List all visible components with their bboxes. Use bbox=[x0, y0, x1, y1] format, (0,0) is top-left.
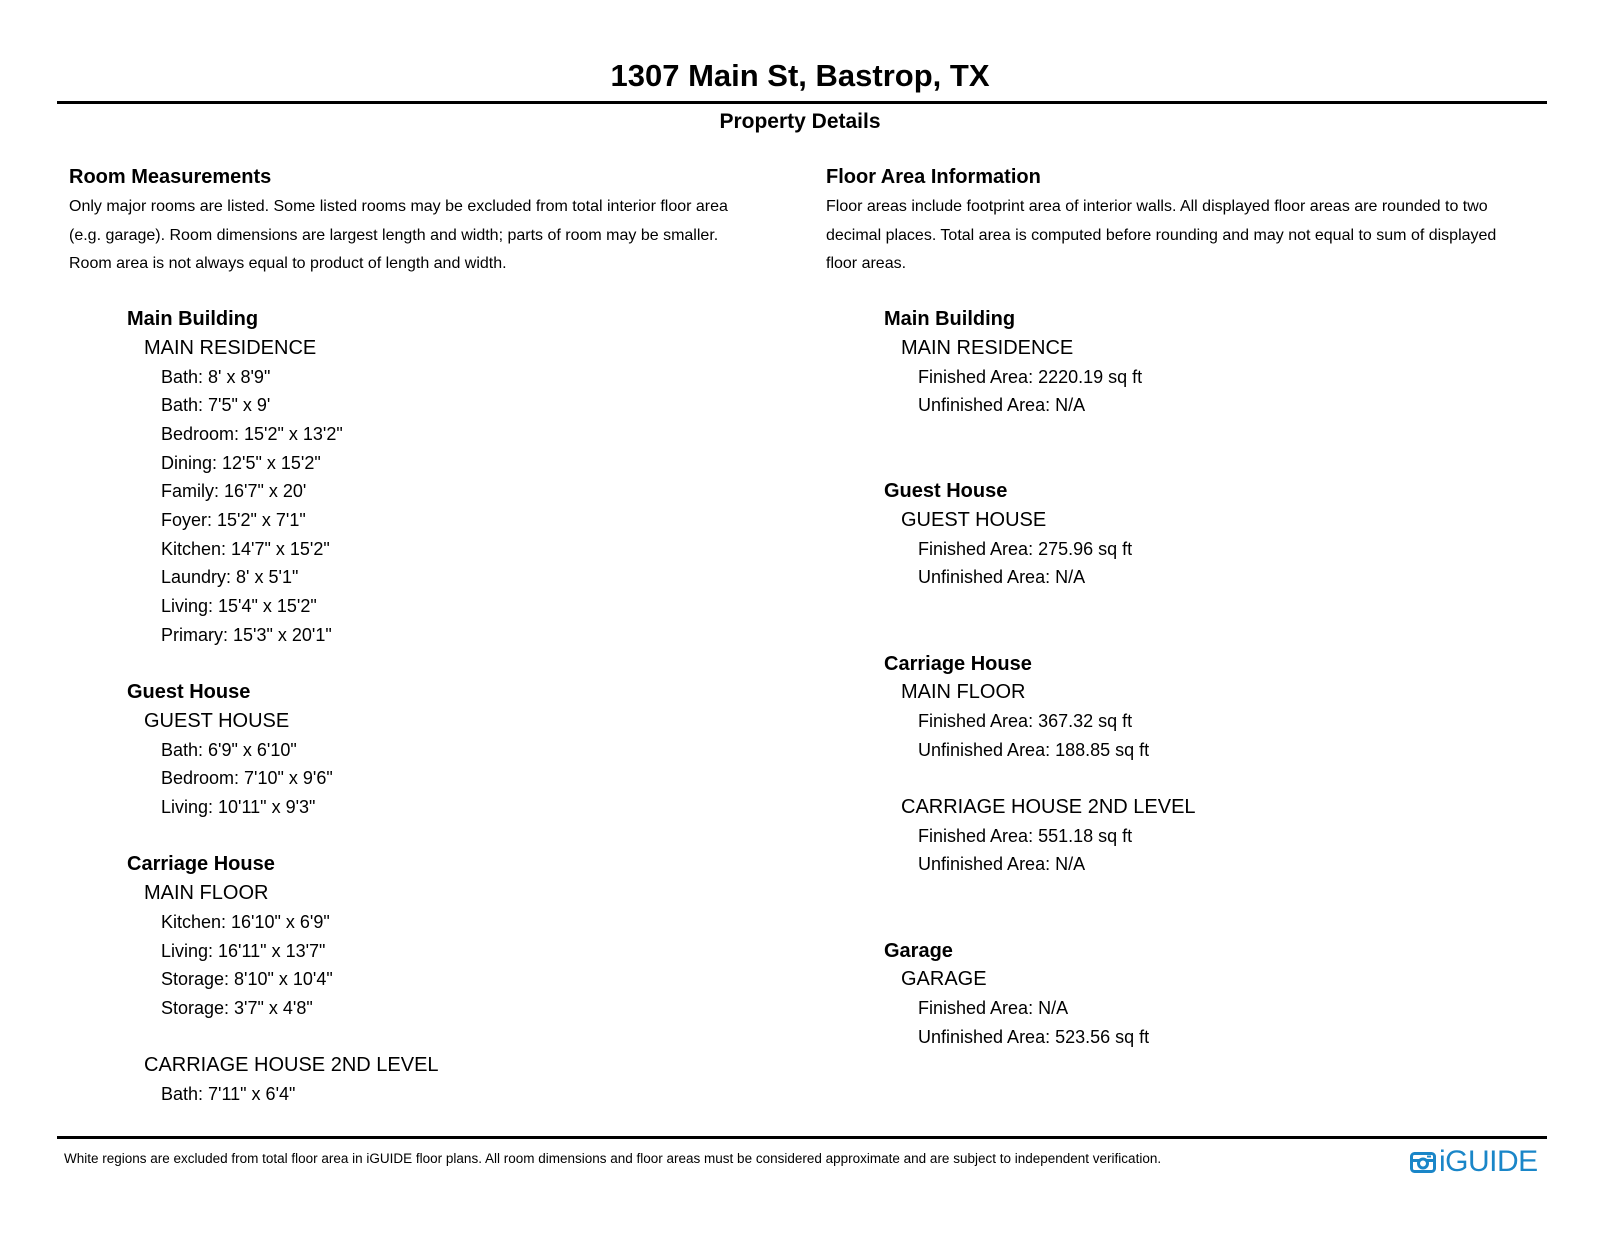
iguide-logo bbox=[1410, 1145, 1538, 1178]
floor-name: MAIN FLOOR bbox=[144, 882, 269, 905]
description-line: Room area is not always equal to product of length and width. bbox=[69, 255, 507, 273]
header-divider bbox=[57, 101, 1547, 104]
room-item: Storage: 8'10" x 10'4" bbox=[161, 969, 333, 990]
floor-name: GARAGE bbox=[901, 968, 987, 991]
room-tree bbox=[69, 305, 789, 1109]
building-name: Garage bbox=[884, 939, 953, 962]
floor-name: MAIN RESIDENCE bbox=[144, 336, 317, 359]
floor-name: GUEST HOUSE bbox=[901, 509, 1047, 532]
building-name: Guest House bbox=[127, 681, 251, 704]
floor-name: CARRIAGE HOUSE 2ND LEVEL bbox=[901, 796, 1196, 819]
description-line: Floor areas include footprint area of interior walls. All displayed floor areas are rounded to two bbox=[826, 198, 1488, 215]
floor-name: MAIN FLOOR bbox=[901, 681, 1026, 704]
building-name: Guest House bbox=[884, 480, 1008, 503]
room-item: Bath: 6'9" x 6'10" bbox=[161, 739, 297, 760]
unfinished-area: Unfinished Area: N/A bbox=[918, 567, 1086, 588]
unfinished-area: Unfinished Area: N/A bbox=[918, 395, 1086, 416]
room-item: Kitchen: 14'7" x 15'2" bbox=[161, 538, 330, 559]
section-heading: Floor Area Information bbox=[826, 166, 1041, 188]
page-subtitle: Property Details bbox=[719, 110, 881, 133]
floor-name: GUEST HOUSE bbox=[144, 709, 290, 732]
room-item: Living: 10'11" x 9'3" bbox=[161, 797, 316, 818]
building-name: Main Building bbox=[127, 308, 259, 331]
description-line: (e.g. garage). Room dimensions are largest length and width; parts of room may be smaller. bbox=[69, 226, 719, 244]
room-item: Foyer: 15'2" x 7'1" bbox=[161, 510, 306, 531]
footer-disclaimer: White regions are excluded from total floor area in iGUIDE floor plans. All room dimensions and floor areas must be considered approximate and are subject to independent verification. bbox=[64, 1151, 1162, 1166]
finished-area: Finished Area: N/A bbox=[918, 997, 1069, 1018]
room-item: Primary: 15'3" x 20'1" bbox=[161, 624, 332, 645]
section-description bbox=[826, 193, 1556, 279]
floor-area-section bbox=[826, 163, 1556, 1051]
room-item: Bedroom: 15'2" x 13'2" bbox=[161, 423, 343, 444]
building-name: Carriage House bbox=[884, 652, 1032, 675]
room-item: Bedroom: 7'10" x 9'6" bbox=[161, 768, 333, 789]
camera-logo-icon bbox=[1410, 1150, 1436, 1174]
description-line: decimal places. Total area is computed before rounding and may not equal to sum of displayed bbox=[826, 226, 1497, 244]
unfinished-area: Unfinished Area: 523.56 sq ft bbox=[918, 1026, 1150, 1047]
logo-text: iGUIDE bbox=[1439, 1145, 1538, 1178]
room-item: Living: 16'11" x 13'7" bbox=[161, 940, 326, 961]
finished-area: Finished Area: 551.18 sq ft bbox=[918, 825, 1133, 846]
unfinished-area: Unfinished Area: 188.85 sq ft bbox=[918, 739, 1150, 760]
finished-area: Finished Area: 275.96 sq ft bbox=[918, 538, 1133, 559]
area-tree bbox=[826, 305, 1556, 1051]
building-name: Main Building bbox=[884, 308, 1016, 331]
room-item: Bath: 7'11" x 6'4" bbox=[161, 1084, 296, 1105]
room-item: Bath: 7'5" x 9' bbox=[161, 395, 271, 416]
building-name: Carriage House bbox=[127, 853, 275, 876]
room-item: Dining: 12'5" x 15'2" bbox=[161, 452, 321, 473]
section-description bbox=[69, 193, 789, 279]
room-item: Family: 16'7" x 20' bbox=[161, 481, 307, 502]
finished-area: Finished Area: 2220.19 sq ft bbox=[918, 366, 1143, 387]
unfinished-area: Unfinished Area: N/A bbox=[918, 854, 1086, 875]
room-item: Bath: 8' x 8'9" bbox=[161, 366, 271, 387]
room-item: Kitchen: 16'10" x 6'9" bbox=[161, 911, 330, 932]
floor-name: CARRIAGE HOUSE 2ND LEVEL bbox=[144, 1054, 439, 1077]
page-title: 1307 Main St, Bastrop, TX bbox=[610, 58, 990, 93]
footer-divider bbox=[57, 1136, 1547, 1139]
section-heading: Room Measurements bbox=[69, 166, 272, 188]
room-measurements-section bbox=[69, 163, 789, 1109]
description-line: Only major rooms are listed. Some listed rooms may be excluded from total interior floor area bbox=[69, 198, 728, 215]
room-item: Storage: 3'7" x 4'8" bbox=[161, 997, 313, 1018]
room-item: Living: 15'4" x 15'2" bbox=[161, 596, 317, 617]
description-line: floor areas. bbox=[826, 255, 907, 273]
finished-area: Finished Area: 367.32 sq ft bbox=[918, 710, 1133, 731]
floor-name: MAIN RESIDENCE bbox=[901, 336, 1074, 359]
room-item: Laundry: 8' x 5'1" bbox=[161, 567, 299, 588]
